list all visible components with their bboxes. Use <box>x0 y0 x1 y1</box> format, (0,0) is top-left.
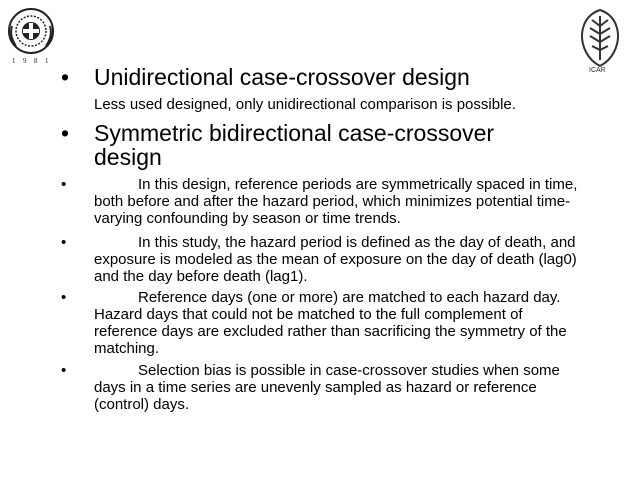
point-text: In this design, reference periods are symmetrically spaced in time, both before and after the hazard period, which minimizes potential time-varying confounding by season or time trends. <box>94 176 578 227</box>
seal-year-digit: 1 <box>12 57 16 65</box>
seal-year-digit: 9 <box>23 57 27 65</box>
bullet-icon: • <box>61 289 67 306</box>
heading-unidirectional <box>61 65 621 89</box>
icar-logo-text: ICAR <box>589 67 606 74</box>
heading-line-1: Symmetric bidirectional case-crossover <box>94 120 495 146</box>
bullet-icon: • <box>61 362 67 379</box>
bullet-icon: • <box>61 176 67 193</box>
bullet-icon: • <box>61 120 70 146</box>
point-text: In this study, the hazard period is defined as the day of death, and exposure is modeled as the mean of exposure on the day of death (lag0) and the day before death (lag1). <box>94 234 577 285</box>
point-item <box>61 289 581 357</box>
icar-logo <box>572 6 628 74</box>
point-item <box>61 176 581 227</box>
seal-year-digit: 1 <box>45 57 49 65</box>
subtext-unidirectional: Less used designed, only unidirectional comparison is possible. <box>94 96 516 113</box>
heading-text: Unidirectional case-crossover design <box>94 64 470 90</box>
point-text: Selection bias is possible in case-crossover studies when some days in a time series are unevenly sampled as hazard or reference (control) days. <box>94 362 560 413</box>
point-text: Reference days (one or more) are matched to each hazard day. Hazard days that could not be matched to the full complement of reference days are excluded rather than sacrificing the symmetry of the matching. <box>94 289 567 357</box>
institution-seal-logo <box>6 6 56 66</box>
bullet-icon: • <box>61 64 70 90</box>
heading-symmetric <box>61 121 621 169</box>
point-item <box>61 234 581 285</box>
bullet-icon: • <box>61 234 67 251</box>
seal-year-digit: 8 <box>34 57 38 65</box>
heading-line-2: design <box>94 144 162 170</box>
point-item <box>61 362 581 413</box>
